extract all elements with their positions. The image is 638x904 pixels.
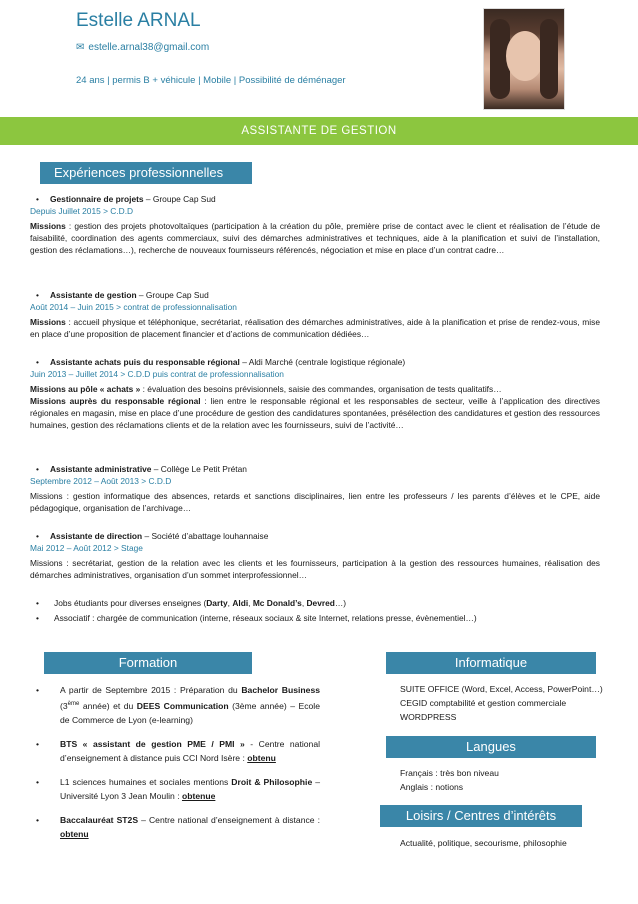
- job-company: – Aldi Marché (centrale logistique régionale): [239, 357, 406, 367]
- job-desc: : lien entre le responsable régional et les responsables de secteur, veille à l’application des directives régionales en magasin, mise en place d’une procédure de gestion des candidatures spontanées, présélection des candidatures et gestion des ressources humaines, gestion des réclamations clients et de la relation avec les fournisseurs, suivi de l’activité…: [30, 396, 600, 430]
- list-item: Anglais : notions: [400, 782, 464, 792]
- bullet-icon: •: [36, 194, 39, 204]
- brand: Aldi: [232, 598, 249, 608]
- job-period: Juin 2013 – Juillet 2014 > C.D.D puis contrat de professionnalisation: [30, 369, 284, 379]
- job-company: – Groupe Cap Sud: [136, 290, 209, 300]
- job-period: Mai 2012 – Août 2012 > Stage: [30, 543, 143, 553]
- experience-heading: Expériences professionnelles: [40, 162, 252, 184]
- langues-list: [400, 766, 499, 794]
- job-entry: [30, 289, 600, 340]
- candidate-name: Estelle ARNAL: [76, 10, 201, 31]
- job-company: – Collège Le Petit Prétan: [151, 464, 247, 474]
- job-desc: : accueil physique et téléphonique, secrétariat, réalisation des démarches administratives, aide à la planification et prise de rendez-vous, mise en place d’une proposition de placement financier et d’actions de communication dédiées…: [30, 317, 600, 339]
- langues-heading: Langues: [386, 736, 596, 758]
- job-desc-label: Missions: [30, 221, 66, 231]
- formation-list: [30, 683, 320, 851]
- extra-list: [30, 596, 600, 626]
- list-item: SUITE OFFICE (Word, Excel, Access, PowerPoint…): [400, 684, 603, 694]
- job-desc-label: Missions au pôle « achats »: [30, 384, 143, 394]
- job-period: Septembre 2012 – Août 2013 > C.D.D: [30, 476, 172, 486]
- bullet-icon: •: [36, 357, 39, 367]
- envelope-icon: ✉: [76, 42, 85, 53]
- job-title: Gestionnaire de projets: [50, 194, 144, 204]
- list-item: • Jobs étudiants pour diverses enseignes (Darty, Aldi, Mc Donald’s, Devred…): [30, 596, 600, 611]
- loisirs-text: Actualité, politique, secourisme, philosophie: [400, 838, 567, 848]
- job-title: Assistante de gestion: [50, 290, 137, 300]
- brand: Darty: [206, 598, 228, 608]
- email-line: [76, 42, 209, 53]
- job-company: – Société d’abattage louhannaise: [142, 531, 269, 541]
- list-item: • Associatif : chargée de communication (interne, réseaux sociaux & site Internet, relations presse, évènementiel…): [30, 611, 600, 626]
- email-address: estelle.arnal38@gmail.com: [88, 42, 210, 53]
- bullet-icon: •: [36, 685, 40, 695]
- bullet-icon: •: [36, 531, 39, 541]
- job-desc: : gestion des projets photovoltaïques (participation à la création du pôle, première prise de contact avec le client et réalisation de l’étude de faisabilité, coordination des agents commerciaux, suivi des démarches administratives et techniques, aide à la planification et suivi de l’installation, gestion des réclamations…), recherche de nouveaux fournisseurs référencés, négociation et mise en place d’un contrat cadre…: [30, 221, 600, 255]
- brand: Mc Donald’s: [252, 598, 302, 608]
- job-entry: [30, 463, 600, 514]
- job-desc: : évaluation des besoins prévisionnels, saisie des commandes, organisation de tests qualitatifs…: [142, 384, 502, 394]
- job-period: Août 2014 – Juin 2015 > contrat de professionnalisation: [30, 302, 237, 312]
- formation-heading: Formation: [44, 652, 252, 674]
- job-desc-label: Missions: [30, 317, 66, 327]
- loisirs-heading: Loisirs / Centres d’intérêts: [380, 805, 582, 827]
- job-desc: Missions : secrétariat, gestion de la relation avec les clients et les fournisseurs, participation à la gestion des ressources humaines, réalisation des démarches administratives, organisation d’un sommet interprofessionnel…: [30, 558, 600, 580]
- job-company: – Groupe Cap Sud: [143, 194, 216, 204]
- job-title: Assistante achats puis du responsable régional: [50, 357, 240, 367]
- list-item: WORDPRESS: [400, 712, 457, 722]
- brand: Devred: [306, 598, 335, 608]
- list-item: Français : très bon niveau: [400, 768, 499, 778]
- list-item: • BTS « assistant de gestion PME / PMI » - Centre national d’enseignement à distance puis CCI Nord Isère : obtenu: [36, 738, 321, 763]
- job-entry: [30, 356, 600, 431]
- bullet-icon: •: [36, 738, 40, 749]
- job-entry: [30, 530, 600, 581]
- job-title: Assistante administrative: [50, 464, 152, 474]
- informatique-heading: Informatique: [386, 652, 596, 674]
- job-title: Assistante de direction: [50, 531, 143, 541]
- list-item: • A partir de Septembre 2015 : Préparation du Bachelor Business (3ème année) et du DEES Communication (3ème année) – Ecole de Commerce de Lyon (e-learning): [36, 685, 321, 725]
- bullet-icon: •: [36, 598, 39, 608]
- list-item: • Baccalauréat ST2S – Centre national d’enseignement à distance : obtenu: [36, 814, 320, 839]
- job-entry: [30, 193, 600, 256]
- list-item: • L1 sciences humaines et sociales mentions Droit & Philosophie – Université Lyon 3 Jean Moulin : obtenue: [36, 776, 320, 801]
- job-title-banner: ASSISTANTE DE GESTION: [0, 117, 638, 145]
- job-desc: Missions : gestion informatique des absences, retards et sanctions disciplinaires, lien entre les professeurs / les parents d’élèves et le CPE, aide pédagogique, organisation de l’archivage…: [30, 491, 600, 513]
- profile-photo: [483, 8, 565, 110]
- job-period: Depuis Juillet 2015 > C.D.D: [30, 206, 134, 216]
- bullet-icon: •: [36, 613, 39, 623]
- personal-infos: 24 ans | permis B + véhicule | Mobile | Possibilité de déménager: [76, 75, 346, 86]
- job-desc-label: Missions auprès du responsable régional: [30, 396, 201, 406]
- informatique-list: [400, 682, 603, 724]
- bullet-icon: •: [36, 776, 40, 787]
- bullet-icon: •: [36, 814, 40, 825]
- list-item: CEGID comptabilité et gestion commerciale: [400, 698, 567, 708]
- bullet-icon: •: [36, 290, 39, 300]
- bullet-icon: •: [36, 464, 39, 474]
